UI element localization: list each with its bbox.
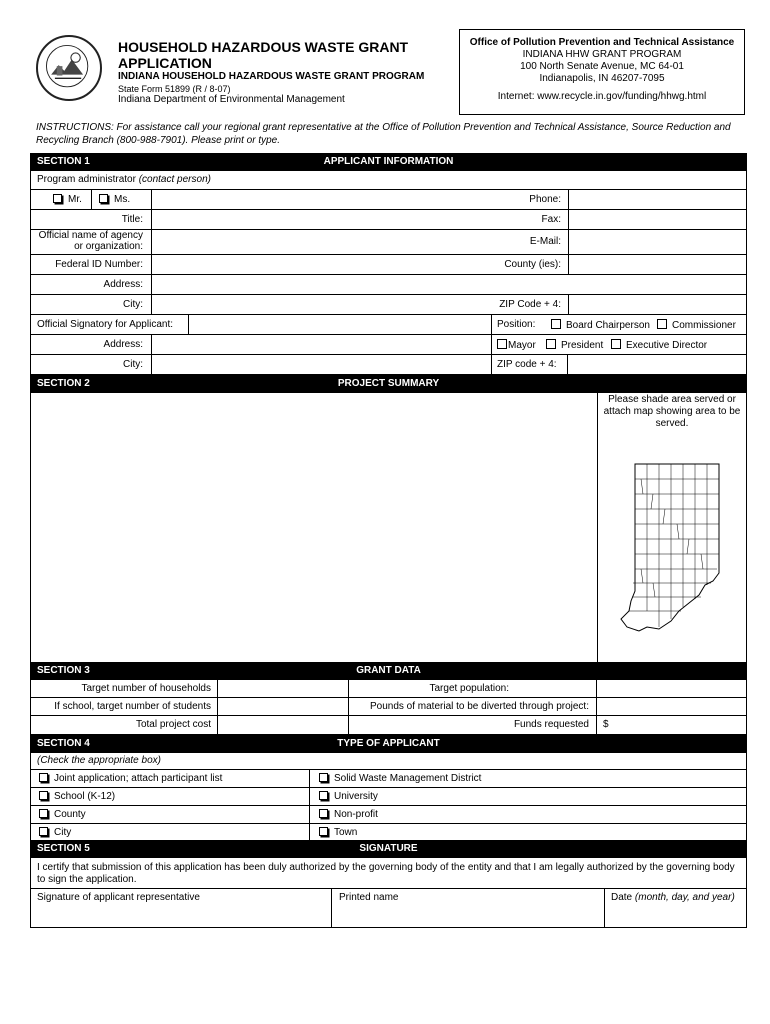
office-address-box — [459, 29, 745, 115]
type-hint: (Check the appropriate box) — [37, 755, 161, 766]
position-label: Position: — [497, 319, 536, 330]
type-row-1 — [31, 770, 746, 788]
office-street: 100 North Senate Avenue, MC 64-01 — [520, 61, 684, 72]
email-field[interactable] — [568, 230, 569, 254]
population-field[interactable] — [596, 680, 746, 697]
address-row — [31, 275, 746, 295]
email-label: E-Mail: — [529, 236, 561, 247]
fax-label: Fax: — [541, 214, 561, 225]
section2-number: SECTION 2 — [37, 378, 90, 389]
funds-label: Funds requested — [513, 719, 589, 730]
zip2-label: ZIP code + 4: — [497, 359, 557, 370]
certify-row — [31, 858, 746, 889]
indiana-county-map[interactable] — [617, 461, 725, 633]
town-checkbox[interactable]: Town — [319, 827, 357, 838]
title-row — [31, 210, 746, 230]
solid-waste-district-checkbox[interactable]: Solid Waste Management District — [319, 773, 481, 784]
office-name: Office of Pollution Prevention and Technical Assistance — [469, 37, 735, 48]
households-row — [31, 680, 746, 698]
zip-label: ZIP Code + 4: — [499, 299, 561, 310]
signatory-label: Official Signatory for Applicant: — [37, 319, 173, 330]
admin-label: Program administrator (contact person) — [37, 174, 211, 185]
university-checkbox[interactable]: University — [319, 791, 378, 802]
name-field[interactable] — [151, 190, 152, 209]
department-name: Indiana Department of Environmental Management — [118, 94, 345, 105]
agency-row — [31, 230, 746, 255]
mayor-checkbox[interactable]: Mayor — [497, 339, 536, 351]
zip2-field[interactable] — [567, 355, 746, 374]
instructions: INSTRUCTIONS: For assistance call your regional grant representative at the Office of Pollution Prevention and Technical Assistance, Source Reduction and Recycling Branch (800-988-7901). Please print or type. — [36, 122, 731, 146]
type-row-2 — [31, 788, 746, 806]
section4-grid — [30, 753, 747, 841]
section3-number: SECTION 3 — [37, 665, 90, 676]
school-checkbox[interactable]: School (K-12) — [39, 791, 115, 802]
joint-application-checkbox[interactable]: Joint application; attach participant list — [39, 773, 222, 784]
section3-title: GRANT DATA — [356, 665, 421, 676]
section1-grid — [30, 171, 747, 375]
office-internet: Internet: www.recycle.in.gov/funding/hhwg.html — [497, 91, 707, 102]
city-field[interactable] — [151, 295, 152, 314]
students-field[interactable] — [217, 698, 349, 715]
section1-header — [30, 153, 747, 171]
signature-label: Signature of applicant representative — [37, 892, 200, 903]
section2-header — [30, 375, 747, 393]
fedid-field[interactable] — [151, 255, 152, 274]
form-title: HOUSEHOLD HAZARDOUS WASTE GRANT APPLICATION — [118, 39, 409, 71]
exec-director-checkbox[interactable]: Executive Director — [611, 339, 707, 351]
mr-checkbox[interactable]: Mr. — [53, 194, 82, 205]
signatory-row — [31, 315, 746, 335]
ms-checkbox[interactable]: Ms. — [99, 194, 130, 205]
county-field[interactable] — [568, 255, 569, 274]
signatory-field[interactable] — [188, 315, 492, 334]
printed-name-label: Printed name — [339, 892, 399, 903]
admin-row — [31, 171, 746, 190]
type-row-4 — [31, 824, 746, 840]
zip-field[interactable] — [568, 295, 569, 314]
population-label: Target population: — [429, 683, 509, 694]
address2-row — [31, 335, 746, 355]
dollar-sign: $ — [603, 719, 609, 730]
section1-number: SECTION 1 — [37, 156, 90, 167]
address2-label: Address: — [103, 339, 143, 350]
students-row — [31, 698, 746, 716]
city2-row — [31, 355, 746, 375]
office-program: INDIANA HHW GRANT PROGRAM — [522, 49, 682, 60]
section5-title: SIGNATURE — [359, 843, 418, 854]
office-city: Indianapolis, IN 46207-7095 — [539, 73, 665, 84]
section5-grid — [30, 858, 747, 928]
section3-header — [30, 662, 747, 680]
program-subtitle: INDIANA HOUSEHOLD HAZARDOUS WASTE GRANT PROGRAM — [118, 71, 425, 82]
title-field[interactable] — [151, 210, 152, 229]
agency-field[interactable] — [151, 230, 152, 254]
non-profit-checkbox[interactable]: Non-profit — [319, 809, 378, 820]
title-label: Title: — [121, 214, 143, 225]
phone-field[interactable] — [568, 190, 569, 209]
map-note: Please shade area served or attach map showing area to be served. — [603, 394, 741, 429]
total-cost-label: Total project cost — [135, 719, 211, 730]
date-field[interactable] — [605, 889, 746, 927]
county-checkbox[interactable]: County — [39, 809, 86, 820]
form-number: State Form 51899 (R / 8-07) — [118, 84, 231, 94]
section2-title: PROJECT SUMMARY — [337, 378, 440, 389]
city-row — [31, 295, 746, 315]
section4-header — [30, 735, 747, 753]
address-field[interactable] — [151, 275, 152, 294]
fedid-label: Federal ID Number: — [55, 259, 143, 270]
section1-title: APPLICANT INFORMATION — [323, 156, 454, 167]
president-checkbox[interactable]: President — [546, 339, 603, 351]
pounds-field[interactable] — [596, 698, 746, 715]
signature-field[interactable] — [31, 889, 331, 927]
printed-name-field[interactable] — [332, 889, 604, 927]
section4-number: SECTION 4 — [37, 738, 90, 749]
funds-field[interactable] — [596, 716, 746, 734]
city2-label: City: — [123, 359, 143, 370]
project-summary-field[interactable] — [31, 393, 597, 662]
section5-header — [30, 840, 747, 858]
fedid-row — [31, 255, 746, 275]
city-label: City: — [123, 299, 143, 310]
section5-number: SECTION 5 — [37, 843, 90, 854]
state-seal-logo — [36, 35, 102, 101]
type-hint-row — [31, 753, 746, 770]
phone-label: Phone: — [529, 194, 561, 205]
board-chair-checkbox[interactable]: Board Chairperson — [551, 319, 650, 331]
households-field[interactable] — [217, 680, 349, 697]
section3-grid — [30, 680, 747, 735]
households-label: Target number of households — [81, 683, 211, 694]
total-cost-field[interactable] — [217, 716, 349, 734]
commissioner-checkbox[interactable]: Commissioner — [657, 319, 736, 331]
agency-label: Official name of agency or organization: — [38, 230, 143, 252]
type-row-3 — [31, 806, 746, 824]
pounds-label: Pounds of material to be diverted through project: — [369, 701, 589, 712]
section4-title: TYPE OF APPLICANT — [337, 738, 440, 749]
city-checkbox[interactable]: City — [39, 827, 71, 838]
certification-text: I certify that submission of this application has been duly authorized by the governing body of the entity and that I am legally authorized by the governing body to sign the application. — [37, 862, 735, 885]
date-label: Date (month, day, and year) — [611, 892, 735, 903]
fax-field[interactable] — [568, 210, 569, 229]
address-label: Address: — [103, 279, 143, 290]
cost-row — [31, 716, 746, 735]
city2-field[interactable] — [151, 355, 492, 374]
name-row — [31, 190, 746, 210]
county-label: County (ies): — [504, 259, 561, 270]
students-label: If school, target number of students — [54, 701, 211, 712]
address2-field[interactable] — [151, 335, 492, 354]
